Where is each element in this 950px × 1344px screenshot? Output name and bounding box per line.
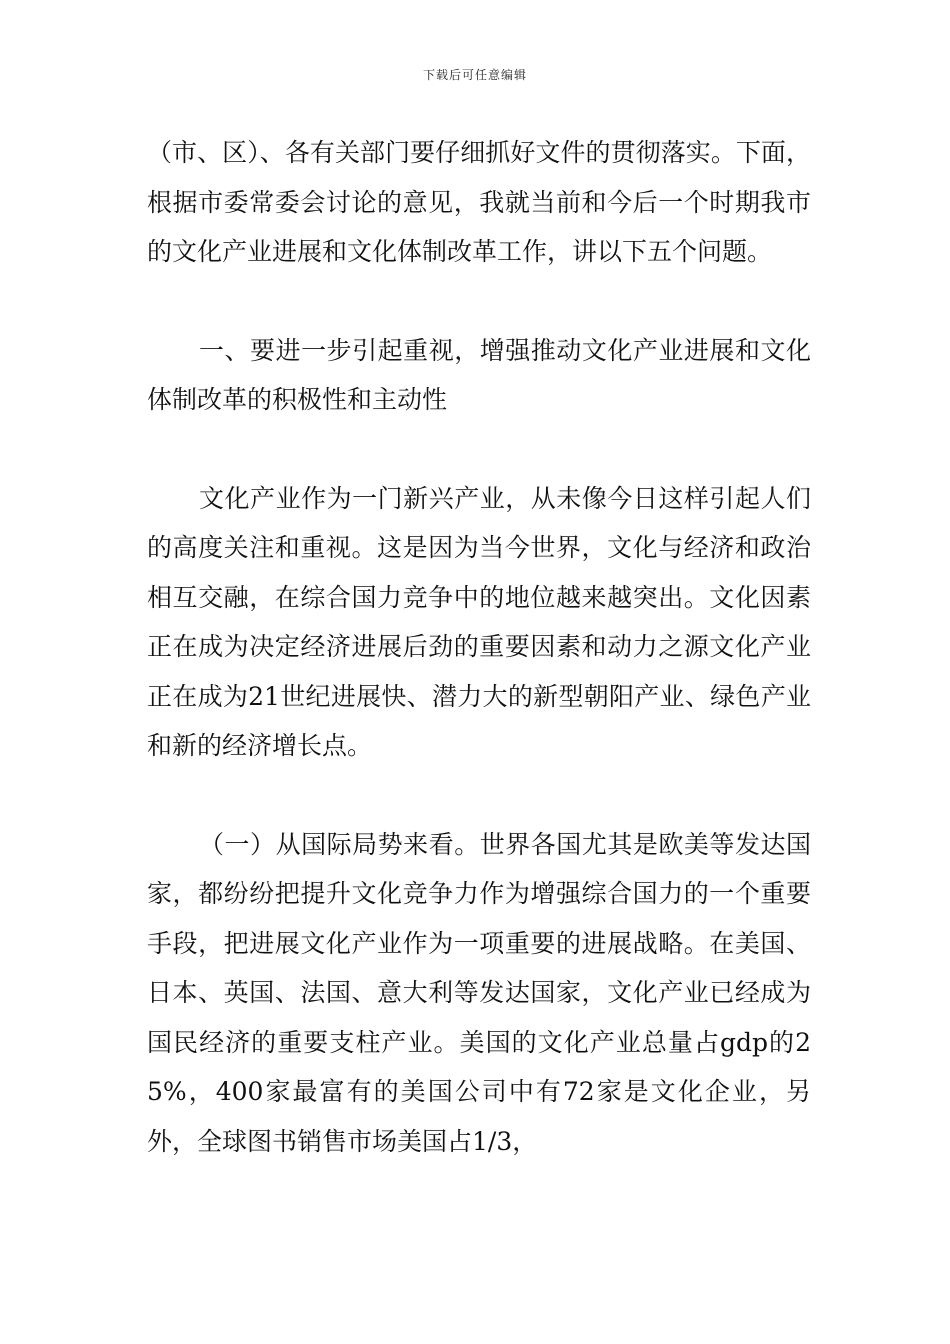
paragraph-spacer [147, 277, 811, 326]
paragraph-cultural-industry: 文化产业作为一门新兴产业，从未像今日这样引起人们的高度关注和重视。这是因为当今世界，文化与经济和政治相互交融，在综合国力竞争中的地位越来越突出。文化因素正在成为决定经济进展后劲的重要因素和动力之源文化产业正在成为21世纪进展快、潜力大的新型朝阳产业、绿色产业和新的经济增长点。 [147, 483, 811, 760]
paragraph-intro: （市、区）、各有关部门要仔细抓好文件的贯彻落实。下面，根据市委常委会讨论的意见，我就当前和今后一个时期我市的文化产业进展和文化体制改革工作，讲以下五个问题。 [147, 138, 811, 266]
page-header: 下载后可任意编辑 [422, 68, 527, 82]
section-heading-1: 一、要进一步引起重视，增强推动文化产业进展和文化体制改革的积极性和主动性 [147, 335, 811, 414]
document-body [147, 128, 811, 1166]
paragraph-international: （一）从国际局势来看。世界各国尤其是欧美等发达国家，都纷纷把提升文化竞争力作为增强综合国力的一个重要手段，把进展文化产业作为一项重要的进展战略。在美国、日本、英国、法国、意大利等发达国家，文化产业已经成为国民经济的重要支柱产业。美国的文化产业总量占gdp的25%，400家最富有的美国公司中有72家是文化企业，另外，全球图书销售市场美国占1/3， [147, 829, 811, 1156]
paragraph-spacer [147, 771, 811, 820]
paragraph-spacer [147, 425, 811, 474]
